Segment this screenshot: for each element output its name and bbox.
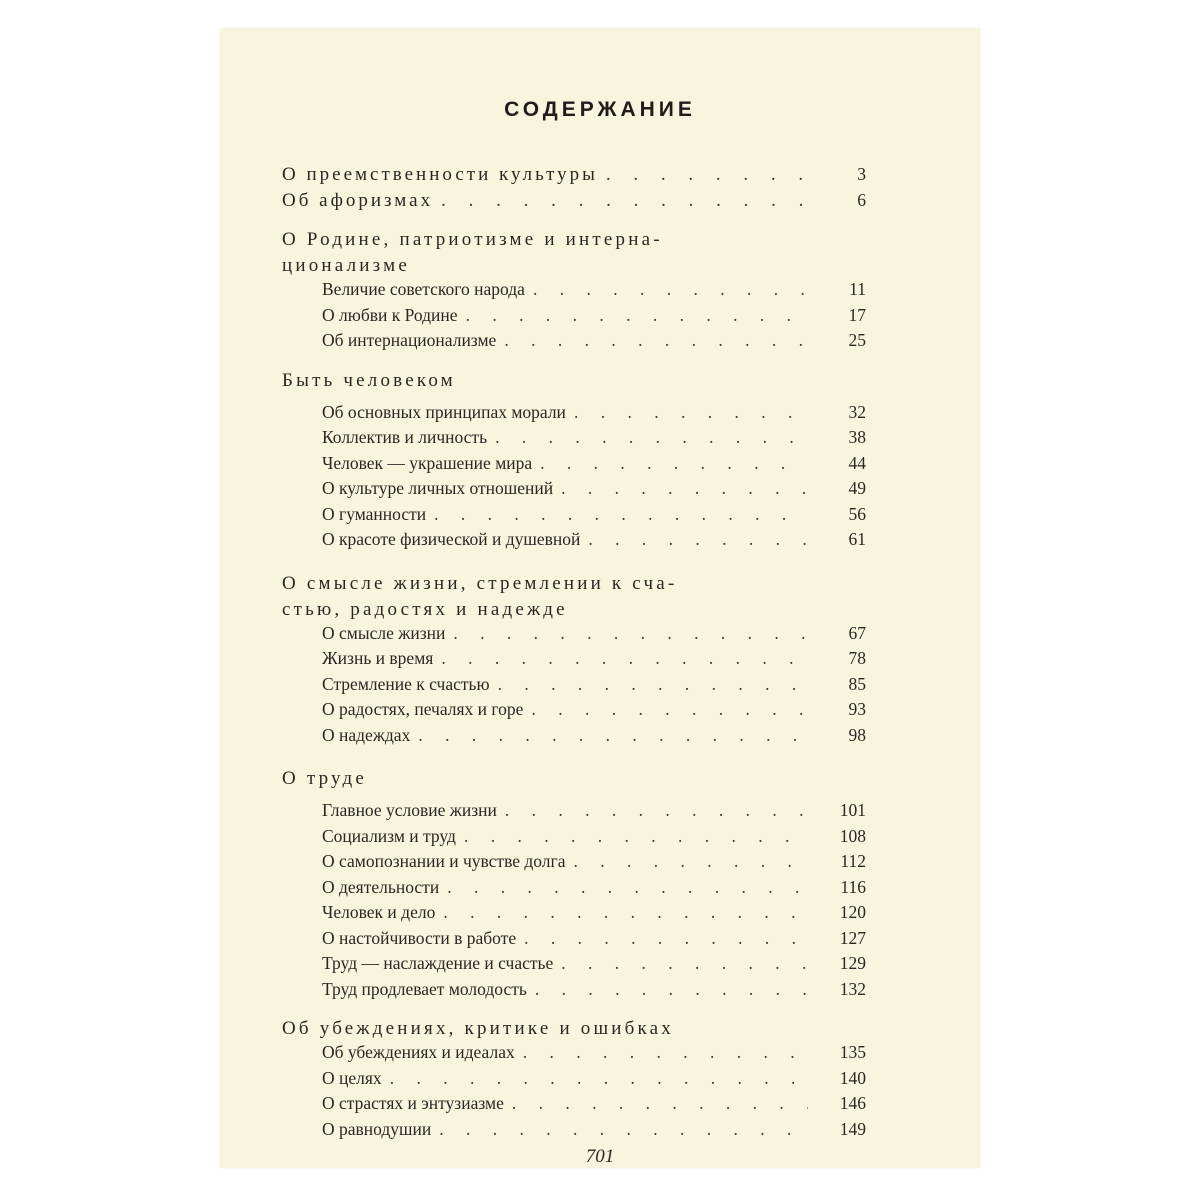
toc-entry-label: Труд — наслаждение и счастье bbox=[322, 953, 554, 973]
leader-dots bbox=[606, 164, 808, 186]
section-title-line: Быть человеком bbox=[282, 369, 456, 391]
toc-entry bbox=[282, 279, 866, 305]
toc-entry-page: 98 bbox=[848, 724, 866, 745]
toc-section bbox=[282, 571, 866, 751]
leader-dots bbox=[443, 902, 808, 923]
toc-entry-page: 78 bbox=[848, 648, 866, 668]
leader-dots bbox=[574, 402, 808, 423]
toc-entry bbox=[282, 305, 866, 331]
toc-entry bbox=[282, 453, 866, 479]
toc-entry bbox=[282, 529, 866, 555]
toc-entry bbox=[282, 725, 866, 751]
toc-entry-page: 135 bbox=[839, 1042, 866, 1062]
leader-dots bbox=[447, 877, 808, 898]
leader-dots bbox=[504, 330, 808, 351]
toc-entry-page: 120 bbox=[839, 902, 866, 922]
toc-entry-label: О красоте физической и душевной bbox=[322, 529, 581, 549]
leader-dots bbox=[533, 279, 808, 300]
toc-section bbox=[282, 368, 866, 555]
page-number: 701 bbox=[585, 1146, 615, 1167]
toc-entry-label: О надеждах bbox=[322, 724, 411, 745]
toc-entry-page: 127 bbox=[839, 927, 866, 948]
toc-entry-label: О гуманности bbox=[322, 503, 427, 524]
toc-entry-label: Величие советского народа bbox=[322, 279, 525, 299]
leader-dots bbox=[512, 1093, 808, 1114]
toc-entry bbox=[282, 851, 866, 877]
toc-entry bbox=[282, 1068, 866, 1094]
leader-dots bbox=[464, 826, 808, 847]
toc-entry-page: 101 bbox=[839, 800, 866, 820]
toc-entry bbox=[282, 164, 866, 190]
toc-entry bbox=[282, 1119, 866, 1145]
toc-entry-page: 129 bbox=[839, 953, 866, 973]
toc-entry-page: 149 bbox=[839, 1118, 866, 1139]
leader-dots bbox=[524, 928, 808, 949]
toc-entry bbox=[282, 979, 866, 1005]
toc-entry-page: 49 bbox=[848, 478, 866, 498]
toc-entry-label: Жизнь и время bbox=[322, 648, 434, 668]
leader-dots bbox=[466, 305, 808, 326]
leader-dots bbox=[453, 623, 808, 644]
toc-entry-page: 61 bbox=[848, 529, 866, 549]
leader-dots bbox=[441, 648, 808, 669]
toc-entry-page: 3 bbox=[857, 164, 866, 184]
toc-entry-page: 146 bbox=[839, 1093, 866, 1113]
toc-entry-page: 56 bbox=[848, 503, 866, 524]
leader-dots bbox=[540, 453, 808, 474]
toc-entry-page: 116 bbox=[840, 876, 866, 897]
leader-dots bbox=[561, 953, 808, 974]
toc-entry-page: 140 bbox=[839, 1067, 866, 1088]
section-title-line: ционализме bbox=[282, 255, 410, 276]
toc-entry bbox=[282, 800, 866, 826]
toc-entry-page: 85 bbox=[848, 673, 866, 694]
toc-entry bbox=[282, 648, 866, 674]
toc-entry-label: Об основных принципах морали bbox=[322, 401, 566, 422]
leader-dots bbox=[531, 699, 808, 720]
toc-entry bbox=[282, 402, 866, 428]
toc-section bbox=[282, 227, 866, 356]
toc-entry-label: О настойчивости в работе bbox=[322, 927, 517, 948]
toc-entry bbox=[282, 478, 866, 504]
toc-entry-page: 38 bbox=[848, 427, 866, 447]
toc-entry bbox=[282, 190, 866, 216]
toc-entry bbox=[282, 504, 866, 530]
toc-entry-label: О самопознании и чувстве долга bbox=[322, 851, 566, 871]
toc-entry-label: Стремление к счастью bbox=[322, 673, 490, 694]
leader-dots bbox=[439, 1119, 808, 1140]
toc-entry bbox=[282, 1042, 866, 1068]
toc-entry bbox=[282, 877, 866, 903]
toc-entry-page: 93 bbox=[848, 699, 866, 719]
toc-entry-label: Об убеждениях и идеалах bbox=[322, 1042, 515, 1062]
toc-entry-label: О преемственности культуры bbox=[282, 164, 598, 185]
toc-entry-label: Труд продлевает молодость bbox=[322, 978, 527, 999]
toc-entry-label: О смысле жизни bbox=[322, 622, 446, 643]
toc-entry-label: О культуре личных отношений bbox=[322, 478, 554, 498]
toc-entry-label: Человек и дело bbox=[322, 902, 436, 922]
book-page bbox=[220, 28, 980, 1168]
leader-dots bbox=[574, 851, 809, 872]
toc-entry bbox=[282, 1093, 866, 1119]
table-of-contents bbox=[282, 164, 866, 1144]
page-title: СОДЕРЖАНИЕ bbox=[504, 98, 696, 121]
leader-dots bbox=[390, 1068, 808, 1089]
toc-entry-label: Главное условие жизни bbox=[322, 800, 497, 820]
leader-dots bbox=[535, 979, 808, 1000]
section-title-line: О труде bbox=[282, 768, 368, 789]
leader-dots bbox=[498, 674, 808, 695]
toc-entry-label: О радостях, печалях и горе bbox=[322, 699, 524, 719]
toc-entry-page: 25 bbox=[848, 330, 866, 350]
toc-entry-page: 32 bbox=[848, 401, 866, 422]
leader-dots bbox=[418, 725, 808, 746]
toc-section bbox=[282, 766, 866, 1004]
toc-entry-label: Об афоризмах bbox=[282, 189, 434, 211]
toc-entry-page: 17 bbox=[848, 304, 866, 325]
toc-entry bbox=[282, 953, 866, 979]
toc-entry-page: 132 bbox=[839, 978, 866, 999]
toc-entry-label: Об интернационализме bbox=[322, 330, 497, 350]
toc-entry-label: Социализм и труд bbox=[322, 825, 456, 846]
toc-entry-page: 112 bbox=[840, 851, 866, 871]
toc-entry-page: 6 bbox=[857, 189, 866, 210]
section-title-line: Об убеждениях, критике и ошибках bbox=[282, 1018, 675, 1039]
leader-dots bbox=[505, 800, 808, 821]
toc-entry-label: О целях bbox=[322, 1067, 382, 1088]
toc-entry-page: 44 bbox=[848, 452, 866, 473]
toc-entry bbox=[282, 330, 866, 356]
leader-dots bbox=[588, 529, 808, 550]
toc-entry bbox=[282, 928, 866, 954]
toc-entry-label: О равнодушии bbox=[322, 1118, 432, 1139]
toc-entry-page: 67 bbox=[848, 622, 866, 643]
toc-entry bbox=[282, 674, 866, 700]
leader-dots bbox=[495, 427, 808, 448]
toc-entry-label: Человек — украшение мира bbox=[322, 452, 533, 473]
toc-entry bbox=[282, 427, 866, 453]
leader-dots bbox=[441, 190, 808, 212]
section-title-line: О смысле жизни, стремлении к сча- bbox=[282, 572, 678, 594]
toc-entry bbox=[282, 699, 866, 725]
section-title-line: стью, радостях и надежде bbox=[282, 598, 568, 620]
leader-dots bbox=[523, 1042, 808, 1063]
toc-entry-label: Коллектив и личность bbox=[322, 427, 488, 447]
toc-entry bbox=[282, 623, 866, 649]
toc-entry-label: О любви к Родине bbox=[322, 304, 458, 325]
section-title-line: О Родине, патриотизме и интерна- bbox=[282, 229, 663, 250]
toc-entry-page: 11 bbox=[849, 279, 866, 299]
toc-entry-page: 108 bbox=[839, 825, 866, 846]
leader-dots bbox=[561, 478, 808, 499]
toc-entry-label: О деятельности bbox=[322, 876, 440, 897]
toc-entry bbox=[282, 902, 866, 928]
leader-dots bbox=[434, 504, 808, 525]
toc-section bbox=[282, 1016, 866, 1144]
toc-entry bbox=[282, 826, 866, 852]
toc-entry-label: О страстях и энтузиазме bbox=[322, 1093, 504, 1113]
